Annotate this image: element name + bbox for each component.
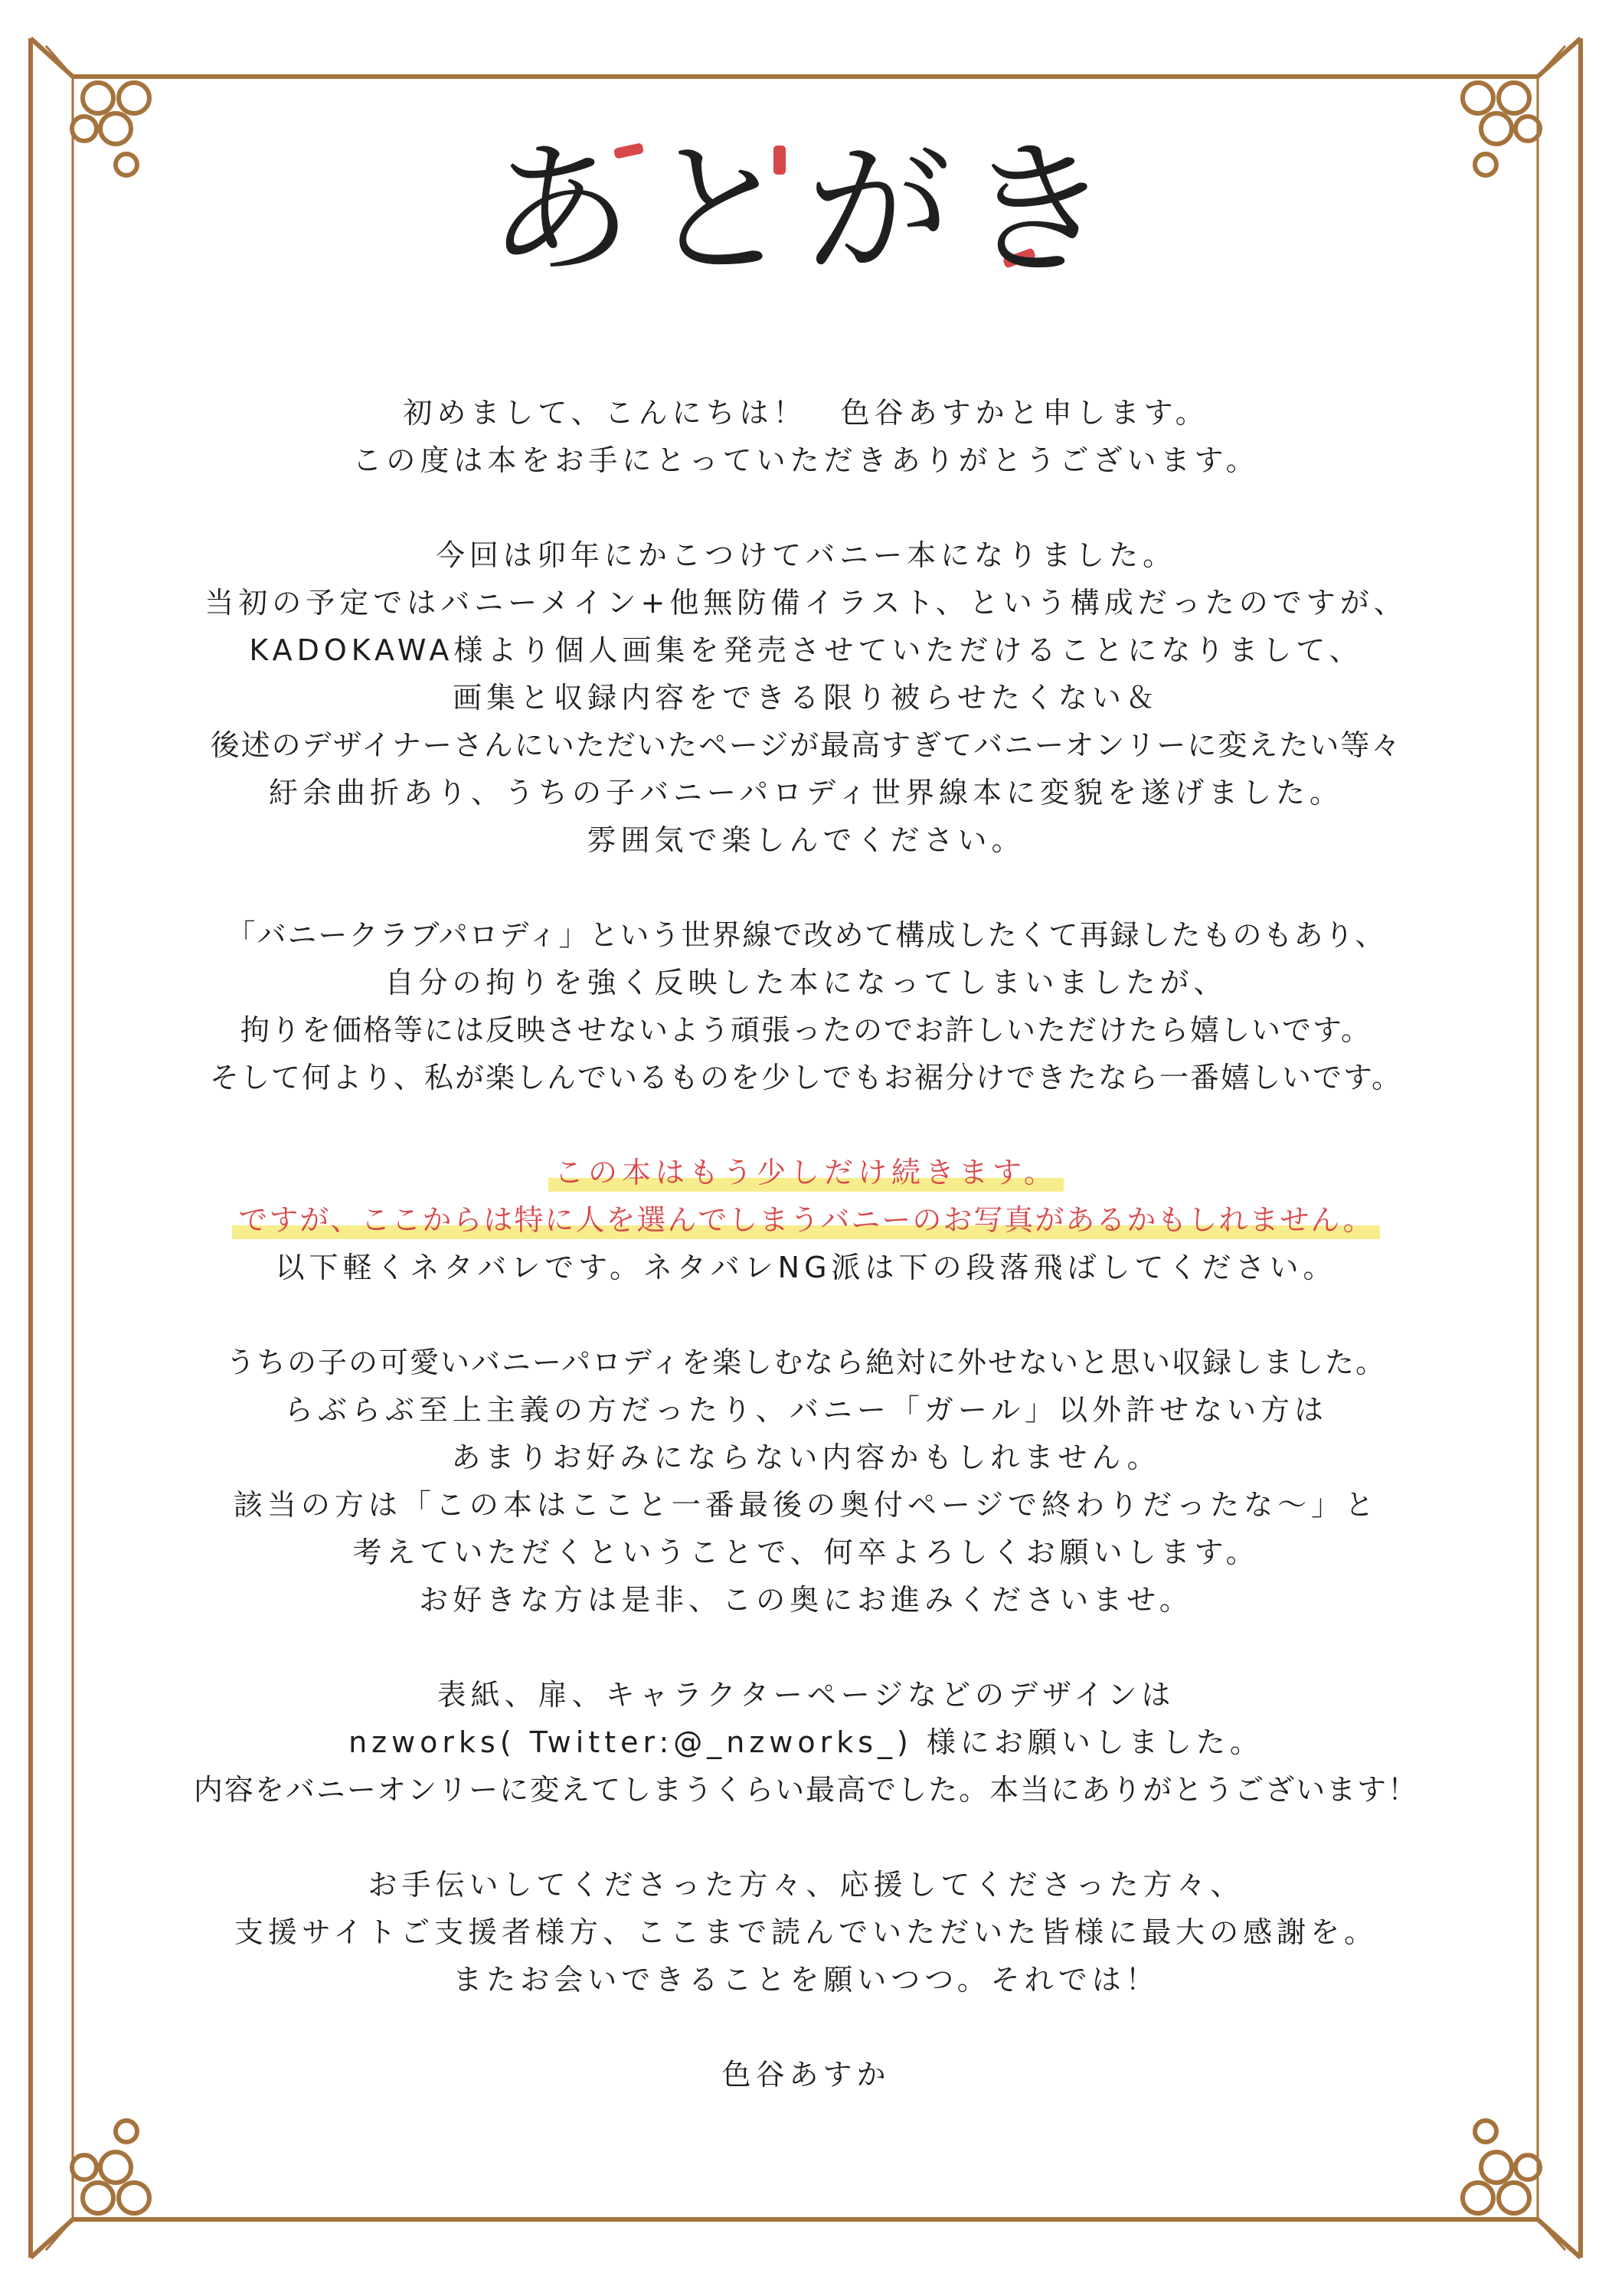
- text-line: 該当の方は「この本はここと一番最後の奥付ページで終わりだったな〜」と: [233, 1488, 1379, 1522]
- text-line: 支援サイトご支援者様方、ここまで読んでいただいた皆様に最大の感謝を。: [234, 1915, 1378, 1949]
- text-line: nzworks( Twitter:@_nzworks_) 様にお願いしました。: [348, 1725, 1264, 1759]
- paragraph-credits: [107, 1671, 1505, 1814]
- author-signature: 色谷あすか: [721, 2058, 891, 2092]
- text-line: 自分の拘りを強く反映した本になってしまいましたが、: [384, 966, 1228, 999]
- text-line: 表紙、扉、キャラクターページなどのデザインは: [437, 1678, 1175, 1712]
- text-line: KADOKAWA様より個人画集を発売させていただけることになりまして、: [249, 633, 1363, 667]
- text-line: またお会いできることを願いつつ。それでは！: [453, 1963, 1159, 1997]
- text-line: 今回は卯年にかこつけてバニー本になりました。: [435, 538, 1177, 572]
- text-line: らぶらぶ至上主義の方だったり、バニー「ガール」以外許せない方は: [283, 1393, 1329, 1427]
- afterword-body: [107, 389, 1505, 2098]
- corner-ornament-bottom-left-icon: [72, 2121, 149, 2213]
- text-line: うちの子の可愛いバニーパロディを楽しむなら絶対に外せないと思い収録しました。: [225, 1346, 1387, 1379]
- text-line: そして何より、私が楽しんでいるものを少しでもお裾分けできたなら一番嬉しいです。: [210, 1061, 1402, 1094]
- text-line: 初めまして、こんにちは！ 色谷あすかと申します。: [403, 396, 1209, 430]
- paragraph-theme: [107, 531, 1505, 864]
- text-line: 内容をバニーオンリーに変えてしまうくらい最高でした。本当にありがとうございます！: [193, 1773, 1419, 1807]
- text-line: 拘りを価格等には反映させないよう頑張ったのでお許しいただけたら嬉しいです。: [240, 1013, 1372, 1047]
- text-line: この度は本をお手にとっていただきありがとうございます。: [352, 443, 1260, 477]
- text-line: 当初の予定ではバニーメイン+他無防備イラスト、という構成だったのですが、: [204, 586, 1408, 620]
- text-line: 後述のデザイナーさんにいただいたページが最高すぎてバニーオンリーに変えたい等々: [210, 728, 1402, 762]
- page-title: あとがき: [487, 126, 1125, 295]
- paragraph-greeting: [107, 389, 1505, 484]
- text-line: 画集と収録内容をできる限り被らせたくない＆: [453, 681, 1159, 715]
- corner-ornament-bottom-right-icon: [1463, 2121, 1540, 2213]
- spoiler-note: 以下軽くネタバレです。ネタバレNG派は下の段落飛ばしてください。: [275, 1251, 1337, 1284]
- paragraph-thanks: [107, 1861, 1505, 2003]
- paragraph-parody: [107, 911, 1505, 1101]
- text-line: 紆余曲折あり、うちの子バニーパロディ世界線本に変貌を遂げました。: [268, 776, 1344, 809]
- text-line: お好きな方は是非、この奥にお進みくださいませ。: [419, 1583, 1193, 1617]
- warning-highlight-line: この本はもう少しだけ続きます。: [554, 1149, 1058, 1196]
- paragraph-spoiler: [107, 1339, 1505, 1624]
- text-line: 「バニークラブパロディ」という世界線で改めて構成したくて再録したものもあり、: [226, 918, 1386, 952]
- text-line: あまりお好みにならない内容かもしれません。: [451, 1441, 1161, 1474]
- warning-highlight-line: ですが、ここからは特に人を選んでしまうバニーのお写真があるかもしれません。: [238, 1196, 1373, 1244]
- text-line: お手伝いしてくださった方々、応援してくださった方々、: [368, 1868, 1244, 1902]
- paragraph-warning: [107, 1149, 1505, 1291]
- text-line: 雰囲気で楽しんでください。: [587, 823, 1025, 857]
- text-line: 考えていただくということで、何卒よろしくお願いします。: [352, 1536, 1260, 1569]
